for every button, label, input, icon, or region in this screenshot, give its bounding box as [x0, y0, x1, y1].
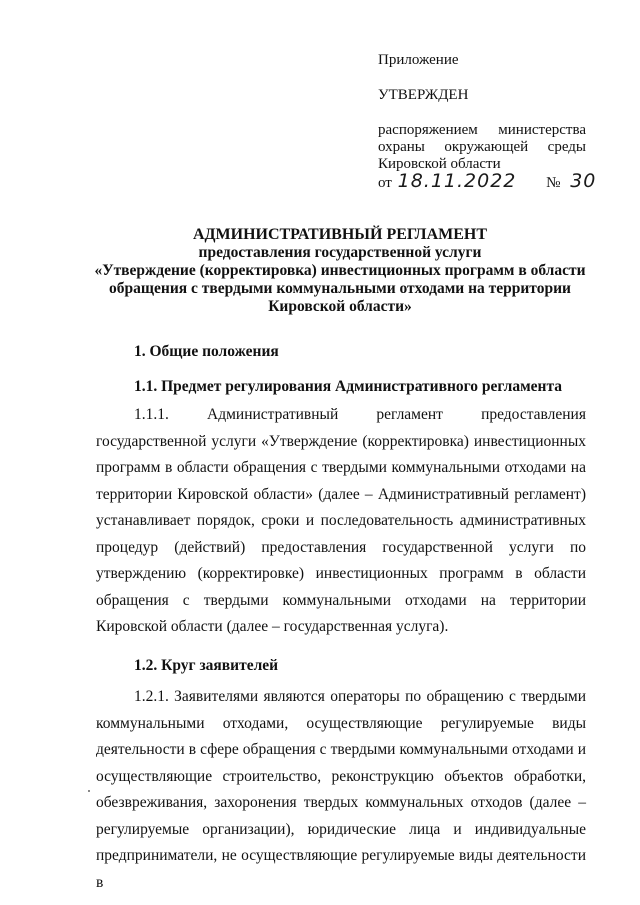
- doc-subtitle-4: Кировской области»: [268, 298, 412, 315]
- para-line: территории Кировской области» (далее – Административный регламент): [96, 485, 586, 503]
- para-line: Кировской области (далее – государственная услуга).: [96, 618, 449, 635]
- paragraph-1-1-1: [96, 402, 586, 641]
- section-heading-1-2: 1.2. Круг заявителей: [134, 657, 279, 674]
- approved-label: УТВЕРЖДЕН: [378, 87, 469, 103]
- doc-subtitle-3: обращения с твердыми коммунальными отходами на территории: [109, 280, 571, 297]
- handwritten-date: 18.11.2022: [397, 170, 517, 192]
- date-prefix: от: [378, 175, 392, 191]
- order-line-1: распоряжением министерства: [378, 122, 586, 138]
- para-line: утверждению (корректировке) инвестиционных программ в области: [96, 565, 586, 582]
- order-line-2: охраны окружающей среды: [378, 139, 586, 155]
- para-line: обращения с твердыми коммунальными отходами на территории: [96, 591, 586, 609]
- number-sign: №: [546, 175, 561, 191]
- order-date-line: [378, 170, 596, 194]
- paragraph-1-2-1: [96, 684, 586, 891]
- appendix-label: Приложение: [378, 52, 459, 68]
- para-line: программ в области обращения с твердыми коммунальными отходами на: [96, 459, 586, 476]
- scan-speck: [88, 790, 90, 792]
- order-line-3: Кировской области: [378, 156, 501, 172]
- doc-subtitle-1: предоставления государственной услуги: [198, 244, 482, 261]
- doc-title: АДМИНИСТРАТИВНЫЙ РЕГЛАМЕНТ: [192, 226, 488, 243]
- para-line: коммунальными отходами, осуществляющие регулируемые виды: [96, 714, 586, 732]
- section-heading-1-1: 1.1. Предмет регулирования Административного регламента: [134, 378, 563, 395]
- doc-subtitle-2: «Утверждение (корректировка) инвестиционных программ в области: [94, 262, 586, 279]
- para-line: процедур (действий) предоставления государственной услуги по: [96, 538, 586, 556]
- para-line: осуществляющие строительство, реконструкцию объектов обработки,: [96, 767, 586, 785]
- para-line: государственной услуги «Утверждение (корректировка) инвестиционных: [96, 432, 586, 450]
- para-line: обезвреживания, захоронения твердых коммунальных отходов (далее –: [96, 794, 586, 811]
- handwritten-number: 30: [570, 170, 597, 192]
- para-line: деятельности в сфере обращения с твердыми коммунальными отходами и: [96, 741, 586, 758]
- para-line: 1.2.1. Заявителями являются операторы по обращению с твердыми: [134, 688, 586, 705]
- para-line: предприниматели, не осуществляющие регулируемые виды деятельности в: [96, 847, 586, 891]
- para-line: регулируемые организации), юридические лица и индивидуальные: [96, 820, 586, 838]
- section-heading-1: 1. Общие положения: [134, 343, 279, 360]
- para-line: устанавливает порядок, сроки и последовательность административных: [96, 512, 586, 529]
- para-line: 1.1.1. Административный регламент предоставления: [134, 406, 586, 423]
